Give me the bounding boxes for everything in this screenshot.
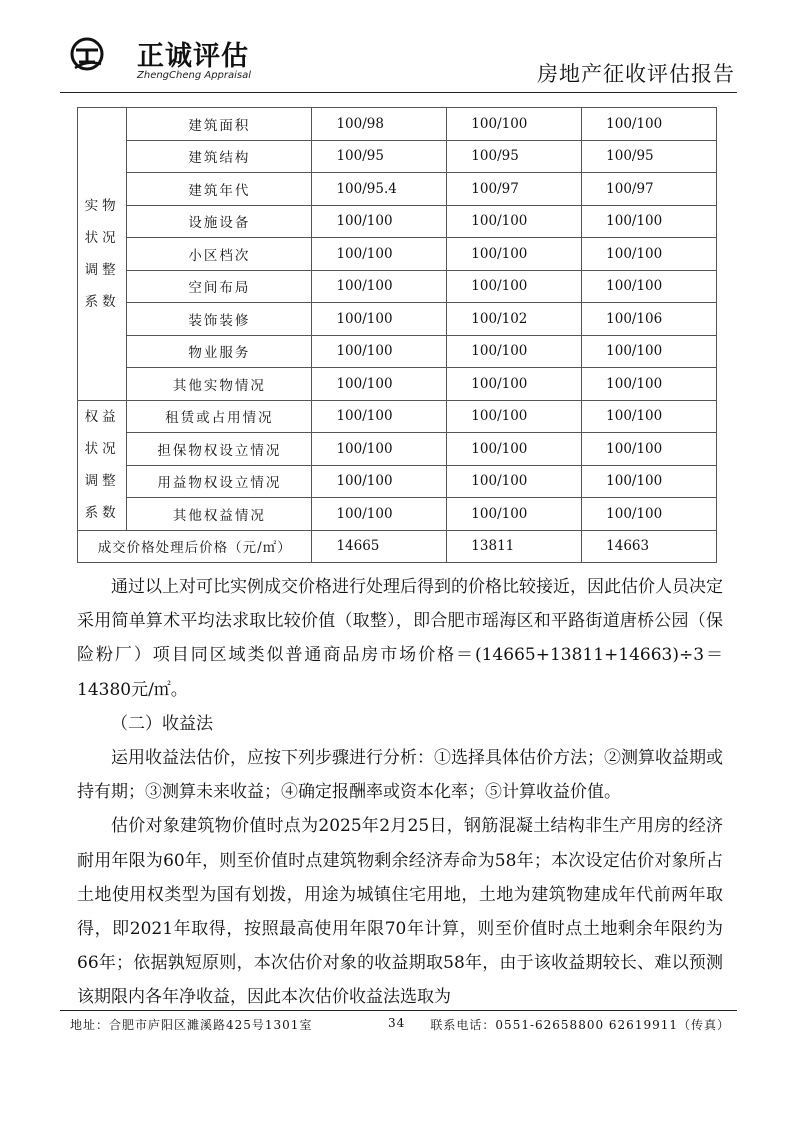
value-cell: 100/100 bbox=[447, 238, 582, 271]
comparison-table bbox=[77, 107, 717, 563]
page-number: 34 bbox=[388, 1016, 406, 1030]
table-row bbox=[78, 498, 717, 531]
row-item-label: 建筑年代 bbox=[127, 173, 312, 206]
value-cell: 100/100 bbox=[582, 335, 717, 368]
row-item-label: 用益物权设立情况 bbox=[127, 465, 312, 498]
paragraph-income-steps: 运用收益法估价，应按下列步骤进行分析：①选择具体估价方法；②测算收益期或持有期；③测算未来收益；④确定报酬率或资本化率；⑤计算收益价值。 bbox=[77, 748, 723, 803]
group-label-line: 实物 bbox=[84, 197, 120, 214]
value-cell: 100/100 bbox=[447, 400, 582, 433]
row-item-label: 装饰装修 bbox=[127, 303, 312, 336]
total-value-cell: 14665 bbox=[312, 530, 447, 563]
logo-chinese-text: 正诚评估 bbox=[137, 41, 249, 72]
row-item-label: 其他权益情况 bbox=[127, 498, 312, 531]
value-cell: 100/100 bbox=[582, 498, 717, 531]
table-row bbox=[78, 433, 717, 466]
table-row bbox=[78, 140, 717, 173]
value-cell: 100/100 bbox=[312, 238, 447, 271]
value-cell: 100/95 bbox=[447, 140, 582, 173]
table-row bbox=[78, 205, 717, 238]
table-row bbox=[78, 465, 717, 498]
value-cell: 100/100 bbox=[312, 465, 447, 498]
value-cell: 100/100 bbox=[582, 465, 717, 498]
value-cell: 100/100 bbox=[312, 498, 447, 531]
footer-divider bbox=[60, 1010, 737, 1011]
value-cell: 100/100 bbox=[312, 368, 447, 401]
value-cell: 100/106 bbox=[582, 303, 717, 336]
table-row bbox=[78, 368, 717, 401]
row-item-label: 其他实物情况 bbox=[127, 368, 312, 401]
logo-english-text: ZhengCheng Appraisal bbox=[137, 70, 252, 81]
group-label-line: 调整 bbox=[84, 261, 120, 278]
value-cell: 100/100 bbox=[312, 400, 447, 433]
total-label: 成交价格处理后价格（元/㎡） bbox=[78, 530, 312, 563]
table-row bbox=[78, 270, 717, 303]
group-label-line: 系数 bbox=[84, 293, 120, 310]
table-row bbox=[78, 108, 717, 141]
group-label-line: 权益 bbox=[84, 409, 120, 425]
body-text bbox=[77, 570, 723, 1015]
group-label-line: 状况 bbox=[84, 229, 120, 246]
group-label bbox=[78, 400, 127, 530]
total-value-cell: 14663 bbox=[582, 530, 717, 563]
value-cell: 100/97 bbox=[582, 173, 717, 206]
value-cell: 100/100 bbox=[447, 498, 582, 531]
group-label-line: 状况 bbox=[84, 441, 120, 457]
row-item-label: 租赁或占用情况 bbox=[127, 400, 312, 433]
table-row bbox=[78, 400, 717, 433]
value-cell: 100/95 bbox=[582, 140, 717, 173]
value-cell: 100/95 bbox=[312, 140, 447, 173]
value-cell: 100/102 bbox=[447, 303, 582, 336]
group-label-line: 调整 bbox=[84, 473, 120, 489]
table-row bbox=[78, 335, 717, 368]
row-item-label: 小区档次 bbox=[127, 238, 312, 271]
table-row bbox=[78, 238, 717, 271]
zhengcheng-logo-icon bbox=[69, 36, 105, 72]
value-cell: 100/100 bbox=[582, 368, 717, 401]
value-cell: 100/100 bbox=[312, 270, 447, 303]
value-cell: 100/98 bbox=[312, 108, 447, 141]
table-row bbox=[78, 173, 717, 206]
group-label bbox=[78, 108, 127, 401]
value-cell: 100/100 bbox=[447, 205, 582, 238]
paragraph-income-period: 估价对象建筑物价值时点为2025年2月25日，钢筋混凝土结构非生产用房的经济耐用年限为60年，则至价值时点建筑物剩余经济寿命为58年；本次设定估价对象所占土地使用权类型为国有划拨，用途为城镇住宅用地，土地为建筑物建成年代前两年取得，即2021年取得，按照最高使用年限70年计算，则至价值时点土地剩余年限约为66年；依据孰短原则，本次估价对象的收益期取58年，由于该收益期较长、难以预测该期限内各年净收益，因此本次估价收益法选取为 bbox=[77, 816, 723, 1008]
value-cell: 100/100 bbox=[582, 108, 717, 141]
row-item-label: 建筑面积 bbox=[127, 108, 312, 141]
row-item-label: 物业服务 bbox=[127, 335, 312, 368]
value-cell: 100/100 bbox=[312, 433, 447, 466]
row-item-label: 设施设备 bbox=[127, 205, 312, 238]
value-cell: 100/100 bbox=[582, 270, 717, 303]
report-title: 房地产征收评估报告 bbox=[537, 62, 735, 86]
value-cell: 100/100 bbox=[582, 433, 717, 466]
value-cell: 100/100 bbox=[312, 335, 447, 368]
row-item-label: 建筑结构 bbox=[127, 140, 312, 173]
row-item-label: 担保物权设立情况 bbox=[127, 433, 312, 466]
header-divider bbox=[60, 92, 737, 93]
page-header bbox=[55, 28, 743, 88]
value-cell: 100/100 bbox=[447, 368, 582, 401]
value-cell: 100/100 bbox=[312, 205, 447, 238]
value-cell: 100/100 bbox=[447, 270, 582, 303]
group-label-line: 系数 bbox=[84, 505, 120, 521]
row-item-label: 空间布局 bbox=[127, 270, 312, 303]
value-cell: 100/100 bbox=[582, 205, 717, 238]
value-cell: 100/100 bbox=[312, 303, 447, 336]
paragraph-comparison-conclusion: 通过以上对可比实例成交价格进行处理后得到的价格比较接近，因此估价人员决定采用简单算术平均法求取比较价值（取整），即合肥市瑶海区和平路街道唐桥公园（保险粉厂）项目同区域类似普通商品房市场价格＝(14665+13811+14663)÷3＝14380元/㎡。 bbox=[77, 577, 723, 700]
value-cell: 100/100 bbox=[582, 400, 717, 433]
value-cell: 100/100 bbox=[447, 335, 582, 368]
value-cell: 100/100 bbox=[447, 108, 582, 141]
value-cell: 100/100 bbox=[447, 433, 582, 466]
value-cell: 100/100 bbox=[447, 465, 582, 498]
table-row bbox=[78, 303, 717, 336]
value-cell: 100/97 bbox=[447, 173, 582, 206]
value-cell: 100/100 bbox=[582, 238, 717, 271]
total-row bbox=[78, 530, 717, 563]
footer-phone: 联系电话：0551-62658800 62619911（传真） bbox=[430, 1018, 730, 1032]
total-value-cell: 13811 bbox=[447, 530, 582, 563]
value-cell: 100/95.4 bbox=[312, 173, 447, 206]
section-heading-income-approach: （二）收益法 bbox=[111, 713, 213, 734]
footer-address: 地址：合肥市庐阳区濉溪路425号1301室 bbox=[70, 1018, 313, 1032]
